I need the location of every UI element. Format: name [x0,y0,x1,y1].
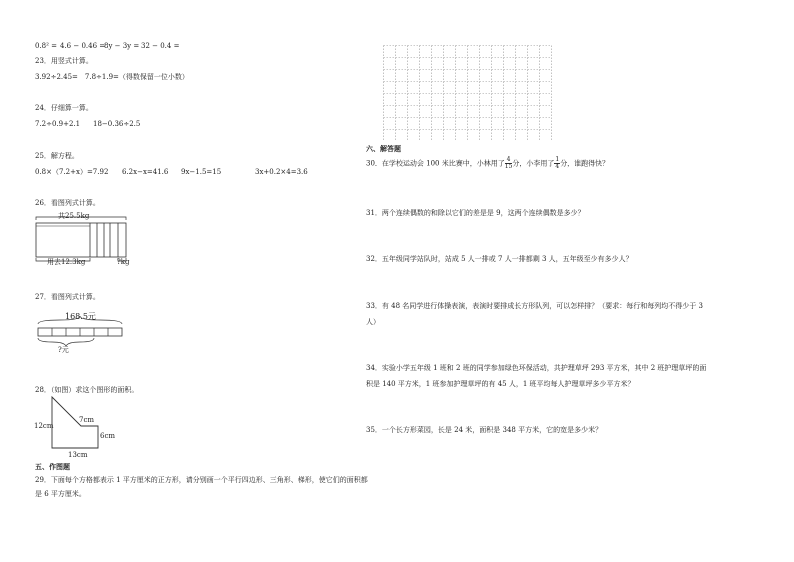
q28-bottom-label: 13cm [68,451,88,459]
q34-line-2: 积是 140 平方米，1 班参加护理草坪的有 45 人，1 班平均每人护理草坪多少平方米？ [366,380,635,388]
q25-eq-3: 9x−1.5=15 [181,168,222,176]
drawing-grid [382,44,553,140]
q30-mid: 分，小李用了 [512,159,555,168]
q30-fraction-2: $\frac{1}{4}$ [555,156,560,170]
q28-title: 28．（如图）求这个图形的面积。 [35,386,139,394]
q30-suffix: 分，谁跑得快？ [560,159,610,168]
q28-left-label: 12cm [34,422,54,430]
q32: 32．五年级同学站队时，站成 5 人一排或 7 人一排都剩 3 人，五年级至少有多少人？ [366,255,633,263]
oral-item-3: 8y − 3y = [104,42,140,50]
q28-figure [50,395,110,455]
q27-part-label: ?元 [58,346,69,354]
q33-line-2: 人） [366,318,380,326]
q34-line-1: 34．实验小学五年级 1 班和 2 班的同学参加绿色环保活动，共护理草坪 293 平方米，其中 2 班护理草坪的面 [366,364,707,372]
q25-eq-4: 3x+0.2×4=3.6 [255,168,308,176]
q30-prefix: 30．在学校运动会 100 米比赛中，小林用了 [366,159,505,168]
section-5-title: 五、作图题 [35,462,70,471]
q26-remain-label: ?kg [117,258,130,266]
q24-item-2: 18−0.36÷2.5 [93,120,141,128]
q28-right-label: 6cm [100,432,116,440]
q31: 31．两个连续偶数的和除以它们的差是是 9，这两个连续偶数是多少？ [366,209,585,217]
q33-line-1: 33．有 48 名同学进行体操表演，表演时要排成长方形队列，可以怎样排？（要求：每行和每列均不得少于 3 [366,302,703,310]
q29-line-2: 是 6 平方厘米。 [35,490,86,498]
q27-title: 27．看图列式计算。 [35,293,100,301]
q24-item-1: 7.2÷0.9+2.1 [35,120,81,128]
q27-total-label: 168.5元 [65,312,96,321]
q30-fraction-1: $\frac{4}{15}$ [504,156,513,170]
q25-title: 25．解方程。 [35,152,79,160]
q24-title: 24．仔细算一算。 [35,104,93,112]
q23-line: 3.92÷2.45= 7.8÷1.9=（得数保留一位小数） [35,73,189,81]
q29-line-1: 29．下面每个方格都表示 1 平方厘米的正方形，请分别画一个平行四边形、三角形、梯形，使它们的面积都 [35,476,368,484]
q25-eq-1: 0.8×（7.2+x）=7.92 [35,168,109,176]
q23-title: 23．用竖式计算。 [35,57,93,65]
q28-top-label: 7cm [79,416,95,424]
q26-title: 26．看图列式计算。 [35,199,100,207]
q26-used-label: 用去12.3kg [47,258,86,266]
oral-item-2: 4.6 − 0.46 = [60,42,106,50]
q30 [366,157,609,170]
oral-item-1: 0.8² = [35,42,58,50]
section-6-title: 六、解答题 [366,144,401,153]
q25-eq-2: 6.2x−x=41.6 [122,168,169,176]
q26-total-label: 共25.5kg [58,212,90,220]
q35: 35．一个长方形菜园，长是 24 米，面积是 348 平方米，它的宽是多少米？ [366,426,603,434]
oral-item-4: 32 − 0.4 = [141,42,180,50]
